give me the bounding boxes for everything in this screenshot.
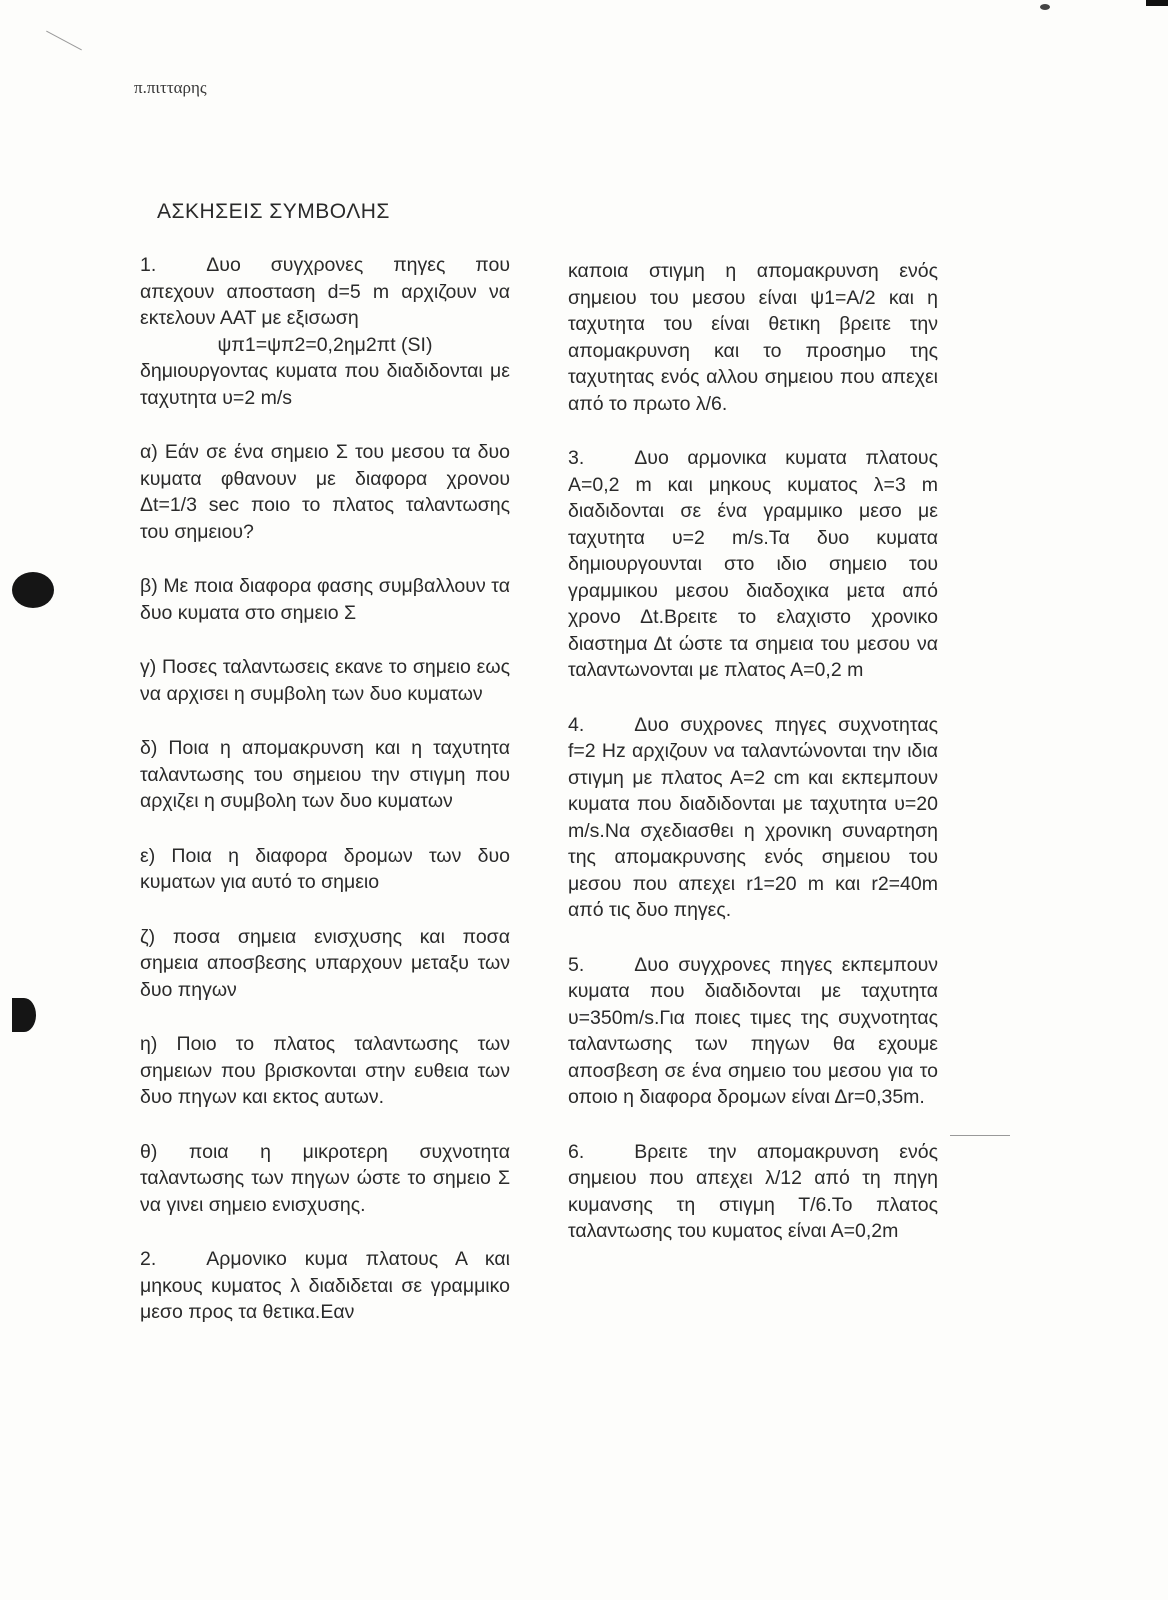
question-b: β) Με ποια διαφορα φασης συμβαλλουν τα δυο κυματα στο σημειο Σ [140,575,510,624]
question-z: ζ) ποσα σημεια ενισχυσης και ποσα σημεια αποσβεσης υπαρχουν μεταξυ των δυο πηγων [140,925,510,1001]
paragraph-text: Βρειτε την απομακρυνση ενός σημειου που απεχει λ/12 από τη πηγη κυμανσης τη στιγμη Τ/6.Το πλατος ταλαντωσης του κυματος είναι Α=0,2m [568,1140,938,1242]
exercise-number: 6. [568,1140,585,1163]
scan-scratch [950,1135,1010,1136]
exercise-1-intro [140,252,510,332]
scan-edge-mark [1146,0,1168,6]
question-th: θ) ποια η μικροτερη συχνοτητα ταλαντωσης των πηγων ώστε το σημειο Σ να γινει σημειο ενισχυσης. [140,1140,510,1216]
scan-scratch [46,31,82,51]
wave-equation: ψπ1=ψπ2=0,2ημ2πt (SI) [217,333,433,356]
author-name: π.πιτταρης [134,78,207,97]
question-e: ε) Ποια η διαφορα δρομων των δυο κυματων για αυτό το σημειο [140,844,510,893]
exercise-3 [568,445,938,684]
punch-hole [12,572,54,608]
exercise-2-continued: καποια στιγμη η απομακρυνση ενός σημειου του μεσου είναι ψ1=Α/2 και η ταχυτητα του είναι θετικη βρειτε την απομακρυνση και το προσημο της ταχυτητας ενός αλλου σημειου που απεχει από το πρωτο λ/6. [568,260,938,415]
exercise-4 [568,712,938,924]
question-d: δ) Ποια η απομακρυνση και η ταχυτητα ταλαντωσης του σημειου την στιγμη που αρχιζει η συμβολη των δυο κυματων [140,737,510,812]
exercise-1-speed: δημιουργοντας κυματα που διαδιδονται με ταχυτητα υ=2 m/s [140,360,510,409]
left-column [140,252,510,1354]
exercise-5 [568,952,938,1111]
exercise-2 [140,1246,510,1326]
right-column [568,258,938,1273]
exercise-number: 3. [568,447,585,469]
question-a: α) Εάν σε ένα σημειο Σ του μεσου τα δυο κυματα φθανουν με διαφορα χρονου Δt=1/3 sec ποιο το πλατος ταλαντωσης του σημειου? [140,441,510,543]
question-c: γ) Ποσες ταλαντωσεις εκανε το σημειο εως να αρχισει η συμβολη των δυο κυματων [140,656,510,705]
question-h: η) Ποιο το πλατος ταλαντωσης των σημειων που βρισκονται στην ευθεια των δυο πηγων και εκτος αυτων. [140,1033,510,1108]
exercise-number: 5. [568,953,585,976]
paragraph-text: Αρμονικο κυμα πλατους Α και μηκους κυματος λ διαδιδεται σε γραμμικο μεσο προς τα θετικα.Εαν [140,1248,510,1323]
paragraph-text: Δυο αρμονικα κυματα πλατους Α=0,2 m και μηκους κυματος λ=3 m διαδιδονται σε ένα γραμμικο μεσο με ταχυτητα υ=2 m/s.Τα δυο κυματα δημιουργουνται στο ιδιο σημειο του γραμμικου μεσου διαδοχικα μετα από χρονο Δt.Βρειτε το ελαχιστο χρονικο διαστημα Δt ώστε τα σημεια του μεσου να ταλαντωνονται με πλατος Α=0,2 m [568,447,938,681]
paragraph-text: Δυο συγχρονες πηγες εκπεμπουν κυματα που διαδιδονται με ταχυτητα υ=350m/s.Για ποιες τιμες της συχνοτητας ταλαντωσης των πηγων θα εχουμε αποσβεση σε ένα σημειο του μεσου για το οποιο η διαφορα δρομων είναι Δr=0,35m. [568,953,938,1108]
scan-speck [1040,4,1050,10]
exercise-6 [568,1139,938,1245]
paragraph-text: Δυο συχρονες πηγες συχνοτητας f=2 Hz αρχιζουν να ταλαντώνονται την ιδια στιγμη με πλατος Α=2 cm και εκπεμπουν κυματα που διαδιδονται με ταχυτητα υ=20 m/s.Να σχεδιασθει η χρονικη συναρτηση της απομακρυνσης ενός σημειου του μεσου που απεχει r1=20 m και r2=40m από τις δυο πηγες. [568,713,938,921]
punch-hole [12,998,36,1032]
exercise-number: 4. [568,713,585,736]
exercise-number: 2. [140,1248,157,1270]
exercise-number: 1. [140,254,157,276]
page-title: ΑΣΚΗΣΕΙΣ ΣΥΜΒΟΛΗΣ [157,200,390,223]
paragraph-text: Δυο συγχρονες πηγες που απεχουν αποσταση d=5 m αρχιζουν να εκτελουν ΑΑΤ με εξισωση [140,254,510,329]
